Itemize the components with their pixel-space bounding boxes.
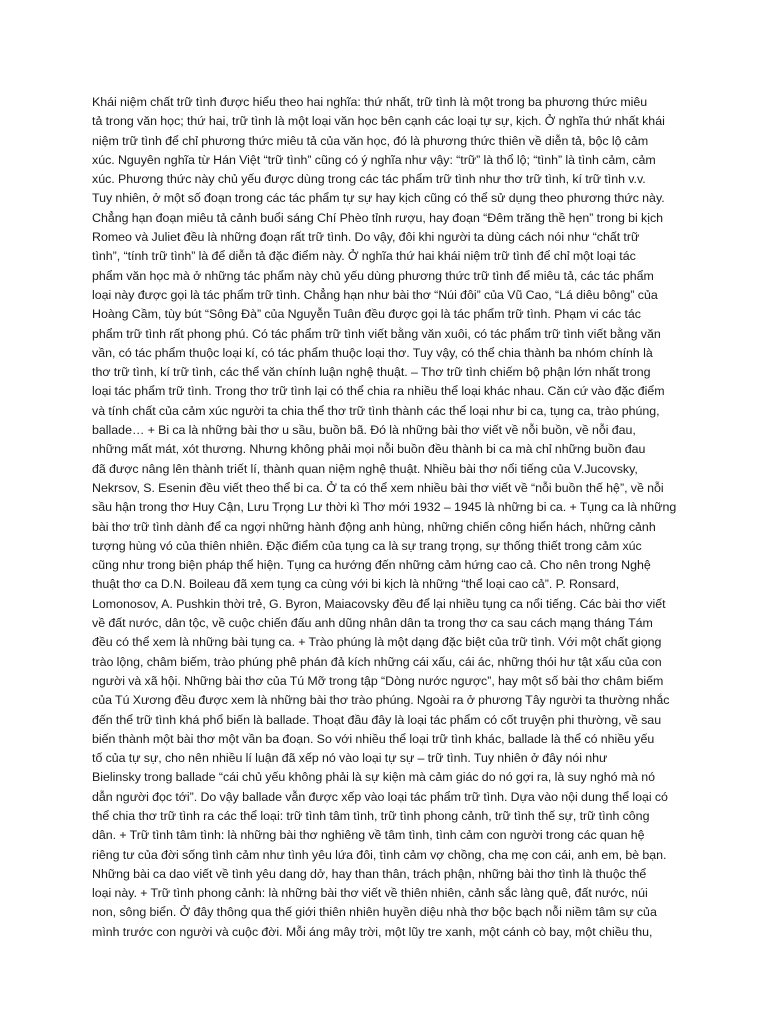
text-line: tả trong văn học; thứ hai, trữ tình là một loại văn học bên cạnh các loại tự sự, kịch. Ở nghĩa thứ nhất khái bbox=[92, 114, 665, 129]
text-line: những mất mát, xót thương. Nhưng không phải mọi nỗi buồn đều thành bi ca mà chỉ những buồn đau bbox=[92, 442, 646, 457]
text-line: thể chia thơ trữ tình ra các thể loại: trữ tình tâm tình, trữ tình phong cảnh, trữ tình thế sự, trữ tình công bbox=[92, 808, 650, 823]
text-line: thuật thơ ca D.N. Boileau đã xem tụng ca cùng với bi kịch là những “thể loại cao cả”. P. Ronsard, bbox=[92, 577, 620, 592]
text-line: tố của tự sự, cho nên nhiều lí luận đã xếp nó vào loại tự sự – trữ tình. Tuy nhiên ở đây nói như bbox=[92, 751, 608, 766]
text-line: phẩm trữ tình rất phong phú. Có tác phẩm trữ tình viết bằng văn xuôi, có tác phẩm trữ tình viết bằng văn bbox=[92, 326, 661, 341]
text-line: và tính chất của cảm xúc người ta chia thể thơ trữ tình thành các thể loại như bi ca, tụng ca, trào phúng, bbox=[92, 403, 660, 418]
text-line: Romeo và Juliet đều là những đoạn rất trữ tình. Do vậy, đôi khi người ta dùng cách nói như “chất trữ bbox=[92, 230, 640, 245]
text-line: loại này được gọi là tác phẩm trữ tình. Chẳng hạn như bài thơ “Núi đôi” của Vũ Cao, “Lá diêu bông” của bbox=[92, 287, 658, 302]
text-line: bài thơ trữ tình dành để ca ngợi những hành động anh hùng, những chiến công hiển hách, những cảnh bbox=[92, 519, 656, 534]
text-line: xúc. Phương thức này chủ yếu được dùng trong các tác phẩm trữ tình như thơ trữ tình, kí trữ tình v.v. bbox=[92, 172, 646, 187]
body-paragraph bbox=[92, 93, 688, 942]
text-line: vần, có tác phẩm thuộc loại kí, có tác phẩm thuộc loại thơ. Tuy vậy, có thể chia thành ba nhóm chính là bbox=[92, 345, 653, 360]
text-line: tình”, “tính trữ tình” là để diễn tả đặc điểm này. Ở nghĩa thứ hai khái niệm trữ tình để chỉ một loại tác bbox=[92, 249, 636, 264]
text-line: Chẳng hạn đoạn miêu tả cảnh buổi sáng Chí Phèo tỉnh rượu, hay đoạn “Đêm trăng thề hẹn” trong bi kịch bbox=[92, 210, 664, 225]
text-line: đã được nâng lên thành triết lí, thành quan niệm nghệ thuật. Nhiều bài thơ nổi tiếng của V.Jucovsky, bbox=[92, 461, 638, 476]
text-line: dẫn người đọc tới”. Do vậy ballade vẫn được xếp vào loại tác phẩm trữ tình. Dựa vào nội dung thể loại có bbox=[92, 789, 668, 804]
text-line: Hoàng Cầm, tùy bút “Sông Đà” của Nguyễn Tuân đều được gọi là tác phẩm trữ tình. Phạm vi các tác bbox=[92, 307, 641, 322]
text-line: riêng tư của đời sống tình cảm như tình yêu lứa đôi, tình cảm vợ chồng, cha mẹ con cái, anh em, bè bạn. bbox=[92, 847, 667, 862]
text-line: dân. + Trữ tình tâm tình: là những bài thơ nghiêng về tâm tình, tình cảm con người trong các quan hệ bbox=[92, 828, 645, 843]
text-line: đều có thể xem là những bài tụng ca. + Trào phúng là một dạng đặc biệt của trữ tình. Với một chất giọng bbox=[92, 635, 662, 650]
text-line: Bielinsky trong ballade “cái chủ yếu không phải là sự kiện mà cảm giác do nó gợi ra, là suy nghó mà nó bbox=[92, 770, 656, 785]
text-line: phẩm văn học mà ở những tác phẩm này chủ yếu dùng phương thức trữ tình để miêu tả, các tác phẩm bbox=[92, 268, 654, 283]
text-line: biến thành một bài thơ một vần ba đoạn. So với nhiều thể loại trữ tình khác, ballade là thể có nhiều yếu bbox=[92, 731, 655, 746]
text-line: xúc. Nguyên nghĩa từ Hán Việt “trữ tình” cũng có ý nghĩa như vậy: “trữ” là thổ lộ; “tình” là tình cảm, cảm bbox=[92, 152, 656, 167]
text-line: niệm trữ tình để chỉ phương thức miêu tả của văn học, đó là phương thức thiên về diễn tả, bộc lộ cảm bbox=[92, 133, 649, 148]
text-line: tượng hùng vó của thiên nhiên. Đặc điểm của tụng ca là sự trang trọng, sự thống thiết trong cảm xúc bbox=[92, 538, 642, 553]
text-line: trào lộng, châm biếm, trào phúng phê phán đả kích những cái xấu, cái ác, những thói hư tật xấu của con bbox=[92, 654, 662, 669]
text-line: thơ trữ tình, kí trữ tình, các thể văn chính luận nghệ thuật. – Thơ trữ tình chiếm bộ phận lớn nhất trong bbox=[92, 365, 651, 380]
text-line: mình trước con người và cuộc đời. Mỗi áng mây trời, một lũy tre xanh, một cánh cò bay, một chiều thu, bbox=[92, 924, 653, 939]
text-line: ballade… + Bi ca là những bài thơ u sầu, buồn bã. Đó là những bài thơ viết về nỗi buồn, về nỗi đau, bbox=[92, 423, 636, 438]
text-line: loại này. + Trữ tình phong cảnh: là những bài thơ viết về thiên nhiên, cảnh sắc làng quê, đất nước, núi bbox=[92, 886, 648, 901]
text-line: Những bài ca dao viết về tình yêu dang dở, hay than thân, trách phận, những bài thơ tình là thuộc thể bbox=[92, 866, 647, 881]
text-line: sầu hận trong thơ Huy Cận, Lưu Trọng Lư thời kì Thơ mới 1932 – 1945 là những bi ca. + Tụng ca là những bbox=[92, 500, 677, 515]
text-line: Khái niệm chất trữ tình được hiểu theo hai nghĩa: thứ nhất, trữ tình là một trong ba phương thức miêu bbox=[92, 95, 648, 109]
text-line: Tuy nhiên, ở một số đoạn trong các tác phẩm tự sự hay kịch cũng có thể sử dụng theo phương thức này. bbox=[92, 191, 665, 206]
text-line: Lomonosov, A. Pushkin thời trẻ, G. Byron, Maiacovsky đều để lại nhiều tụng ca nổi tiếng. Các bài thơ viết bbox=[92, 596, 666, 611]
text-line: Nekrsov, S. Esenin đều viết theo thể bi ca. Ở ta có thể xem nhiều bài thơ viết về “nỗi buồn thế hệ”, về nỗi bbox=[92, 480, 664, 495]
text-line: của Tú Xương đều được xem là những bài thơ trào phúng. Ngoài ra ở phương Tây người ta thường nhắc bbox=[92, 693, 670, 708]
text-line: loại tác phẩm trữ tình. Trong thơ trữ tình lại có thể chia ra nhiều thể loại khác nhau. Căn cứ vào đặc điểm bbox=[92, 384, 665, 399]
text-line: non, sông biển. Ở đây thông qua thế giới thiên nhiên huyền diệu nhà thơ bộc bạch nỗi niềm tâm sự của bbox=[92, 905, 657, 920]
text-line: đến thể trữ tình khá phổ biến là ballade. Thoạt đầu đây là loại tác phẩm có cốt truyện phi thường, về sau bbox=[92, 712, 662, 727]
text-line: người và xã hội. Những bài thơ của Tú Mỡ trong tập “Dòng nước ngược”, hay một số bài thơ châm biếm bbox=[92, 673, 664, 688]
text-line: cũng như trong biện pháp thể hiện. Tụng ca hướng đến những cảm hứng cao cả. Cho nên trong Nghệ bbox=[92, 558, 651, 573]
text-line: về đất nước, dân tộc, về cuộc chiến đấu anh dũng nhân dân ta trong thơ ca sau cách mạng tháng Tám bbox=[92, 616, 653, 631]
